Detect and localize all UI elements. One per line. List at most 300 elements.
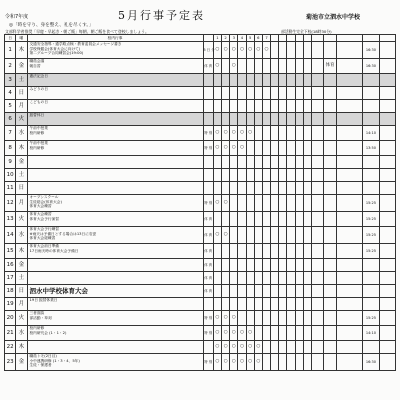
row-extra: [379, 113, 395, 126]
period-cell: [312, 141, 324, 156]
period-cell: [230, 113, 238, 126]
period-cell: [287, 113, 295, 126]
row-weekday: 水: [16, 326, 27, 341]
row-lesson-type: [203, 100, 213, 113]
event-line: ※雨天は予備日とする場合は13日に変更: [29, 231, 97, 236]
period-cell: [287, 169, 295, 182]
row-lesson-type: [203, 182, 213, 195]
event-line: 19日 振替休業日: [29, 298, 58, 302]
period-cell: [295, 354, 303, 371]
period-cell: [303, 311, 311, 326]
period-cell: [336, 100, 363, 113]
period-cell: [336, 182, 363, 195]
period-cell: [262, 285, 270, 298]
table-row: [5, 354, 396, 371]
period-cell: ○: [221, 341, 229, 354]
period-cell: ○: [221, 326, 229, 341]
period-cell: [271, 326, 279, 341]
period-cell: [246, 259, 254, 272]
header-period: 2: [221, 35, 229, 42]
period-cell: [246, 272, 254, 285]
table-row: [5, 326, 396, 341]
row-lesson-type: [203, 87, 213, 100]
event-line: 校内研修: [29, 326, 45, 330]
period-cell: [295, 285, 303, 298]
row-day: 20: [5, 311, 16, 326]
table-row: [5, 212, 396, 227]
row-dismissal-time: [363, 298, 379, 311]
header-day: 日: [5, 35, 16, 42]
header-period: 6: [254, 35, 262, 42]
period-cell: [262, 259, 270, 272]
period-cell: ○: [230, 42, 238, 59]
event-line: 校内研究会 (1・1・2): [29, 330, 67, 335]
period-cell: [271, 227, 279, 244]
period-cell: [262, 169, 270, 182]
period-cell: [312, 244, 324, 259]
period-cell: ○: [213, 195, 221, 212]
period-cell: [312, 182, 324, 195]
period-cell: [324, 74, 336, 87]
period-cell: [221, 113, 229, 126]
period-cell: [312, 212, 324, 227]
row-dismissal-time: [363, 156, 379, 169]
period-cell: [254, 311, 262, 326]
row-weekday: 金: [16, 59, 27, 74]
period-cell: [254, 169, 262, 182]
period-cell: [336, 74, 363, 87]
period-cell: [246, 298, 254, 311]
table-row: [5, 341, 396, 354]
row-day: 2: [5, 59, 16, 74]
period-cell: [238, 87, 246, 100]
period-cell: [303, 272, 311, 285]
period-cell: [238, 212, 246, 227]
period-cell: ○: [230, 141, 238, 156]
period-cell: [246, 182, 254, 195]
period-cell: [230, 87, 238, 100]
period-cell: [336, 87, 363, 100]
period-cell: [324, 212, 336, 227]
period-cell: [271, 141, 279, 156]
row-lesson-type: [203, 298, 213, 311]
period-cell: ○: [246, 341, 254, 354]
period-cell: [262, 113, 270, 126]
event-line: 午前中授業: [29, 141, 48, 145]
period-cell: [254, 113, 262, 126]
row-day: 12: [5, 195, 16, 212]
period-cell: [254, 244, 262, 259]
period-cell: [230, 100, 238, 113]
period-cell: [271, 311, 279, 326]
period-cell: [303, 354, 311, 371]
school-year-label: 令和7年度: [5, 14, 29, 20]
period-cell: [295, 182, 303, 195]
event-line: 職員会議: [29, 59, 45, 63]
table-row: [5, 126, 396, 141]
period-cell: [221, 169, 229, 182]
period-cell: [262, 141, 270, 156]
row-weekday: 土: [16, 169, 27, 182]
period-cell: [279, 227, 287, 244]
period-cell: [271, 354, 279, 371]
row-extra: [379, 272, 395, 285]
period-cell: [312, 126, 324, 141]
table-row: [5, 141, 396, 156]
period-cell: ○: [230, 126, 238, 141]
event-line: 生徒・保護者: [29, 363, 52, 368]
period-cell: [324, 259, 336, 272]
period-cell: [287, 354, 295, 371]
period-cell: [238, 244, 246, 259]
period-cell: [230, 259, 238, 272]
period-cell: [336, 311, 363, 326]
header-period: 4: [238, 35, 246, 42]
row-events: [27, 326, 203, 341]
header-period: 7: [262, 35, 270, 42]
period-cell: [303, 341, 311, 354]
period-cell: ○: [230, 341, 238, 354]
period-cell: [324, 156, 336, 169]
period-cell: [324, 195, 336, 212]
period-cell: ○: [221, 126, 229, 141]
period-cell: [230, 156, 238, 169]
row-weekday: 金: [16, 354, 27, 371]
period-cell: [324, 126, 336, 141]
period-cell: [262, 212, 270, 227]
period-cell: [254, 156, 262, 169]
period-cell: [271, 195, 279, 212]
period-cell: [279, 259, 287, 272]
period-cell: [213, 212, 221, 227]
period-cell: [303, 298, 311, 311]
row-day: 16: [5, 259, 16, 272]
event-line: 第二グループ合同練習会(19:00): [29, 51, 84, 56]
event-line: 校内研修: [29, 145, 45, 150]
period-cell: [271, 113, 279, 126]
period-cell: ○: [246, 126, 254, 141]
period-cell: [336, 227, 363, 244]
period-cell: [246, 195, 254, 212]
period-cell: [295, 272, 303, 285]
header-period: 3: [230, 35, 238, 42]
period-cell: [271, 87, 279, 100]
period-cell: [230, 227, 238, 244]
period-cell: [312, 169, 324, 182]
header-period: 1: [213, 35, 221, 42]
period-cell: [324, 326, 336, 341]
row-day: 3: [5, 74, 16, 87]
period-cell: [303, 326, 311, 341]
period-cell: [213, 169, 221, 182]
period-cell: [254, 126, 262, 141]
period-cell: [287, 141, 295, 156]
period-cell: [271, 126, 279, 141]
period-cell: [271, 259, 279, 272]
event-line: 三者面談: [29, 311, 45, 315]
row-events: [27, 141, 203, 156]
period-cell: [254, 195, 262, 212]
period-cell: [213, 244, 221, 259]
period-cell: [262, 298, 270, 311]
period-cell: [279, 244, 287, 259]
period-cell: ○: [238, 326, 246, 341]
table-row: [5, 244, 396, 259]
period-cell: [312, 42, 324, 59]
row-events: [27, 113, 203, 126]
period-cell: [287, 259, 295, 272]
schedule-table: [4, 34, 396, 371]
period-cell: [279, 156, 287, 169]
row-day: 14: [5, 227, 16, 244]
period-cell: [254, 59, 262, 74]
period-cell: [287, 244, 295, 259]
period-cell: ○: [213, 227, 221, 244]
period-cell: [312, 259, 324, 272]
event-line: 振替休日: [29, 113, 45, 117]
period-cell: [295, 227, 303, 244]
period-cell: [287, 195, 295, 212]
period-cell: [312, 227, 324, 244]
period-cell: [271, 272, 279, 285]
row-extra: [379, 141, 395, 156]
period-cell: [262, 195, 270, 212]
period-cell: [246, 74, 254, 87]
period-cell: [287, 42, 295, 59]
period-cell: [279, 126, 287, 141]
period-cell: [246, 311, 254, 326]
row-weekday: 火: [16, 212, 27, 227]
period-cell: [221, 244, 229, 259]
period-cell: [287, 272, 295, 285]
period-cell: [254, 259, 262, 272]
period-cell: [303, 59, 311, 74]
table-row: [5, 113, 396, 126]
period-cell: [312, 285, 324, 298]
row-dismissal-time: 13:50: [363, 141, 379, 156]
row-dismissal-time: [363, 285, 379, 298]
period-cell: [230, 195, 238, 212]
row-lesson-type: 5 日 分: [203, 42, 213, 59]
row-events: [27, 195, 203, 212]
table-row: [5, 259, 396, 272]
table-header-row: [5, 35, 396, 42]
row-events: [27, 74, 203, 87]
period-cell: [213, 113, 221, 126]
period-cell: [254, 212, 262, 227]
period-cell: [271, 74, 279, 87]
period-cell: [336, 169, 363, 182]
row-lesson-type: 体 育: [203, 59, 213, 74]
period-cell: [303, 169, 311, 182]
period-cell: [246, 87, 254, 100]
row-lesson-type: [203, 341, 213, 354]
row-events: [27, 42, 203, 59]
period-cell: ○: [221, 311, 229, 326]
period-cell: [238, 195, 246, 212]
period-cell: [303, 42, 311, 59]
period-cell: [262, 74, 270, 87]
row-dismissal-time: 15:25: [363, 227, 379, 244]
period-cell: [287, 87, 295, 100]
period-cell: [295, 244, 303, 259]
period-cell: [246, 212, 254, 227]
period-cell: [271, 182, 279, 195]
period-cell: [279, 141, 287, 156]
row-weekday: 土: [16, 272, 27, 285]
period-cell: ○: [238, 126, 246, 141]
row-extra: [379, 311, 395, 326]
period-cell: ○: [213, 341, 221, 354]
table-row: [5, 272, 396, 285]
period-cell: [221, 285, 229, 298]
row-lesson-type: 体 育: [203, 244, 213, 259]
row-dismissal-time: 14:10: [363, 326, 379, 341]
row-weekday: 水: [16, 227, 27, 244]
row-day: 19: [5, 298, 16, 311]
period-cell: [303, 126, 311, 141]
period-cell: [262, 341, 270, 354]
row-lesson-type: 特 別: [203, 126, 213, 141]
period-cell: [221, 87, 229, 100]
period-cell: [271, 156, 279, 169]
period-cell: [230, 298, 238, 311]
period-cell: [312, 100, 324, 113]
period-cell: [287, 74, 295, 87]
period-cell: [295, 74, 303, 87]
row-events: [27, 244, 203, 259]
period-cell: [279, 42, 287, 59]
period-cell: [287, 212, 295, 227]
period-cell: [336, 285, 363, 298]
period-cell: [246, 285, 254, 298]
row-weekday: 火: [16, 311, 27, 326]
period-cell: [303, 141, 311, 156]
row-events: [27, 212, 203, 227]
period-cell: [238, 311, 246, 326]
period-cell: [324, 285, 336, 298]
event-line: 午前中授業: [29, 126, 48, 130]
row-events: [27, 87, 203, 100]
period-cell: [271, 285, 279, 298]
period-cell: [303, 285, 311, 298]
row-dismissal-time: 15:25: [363, 244, 379, 259]
table-row: [5, 74, 396, 87]
row-weekday: 水: [16, 126, 27, 141]
event-line: こどもの日: [29, 100, 48, 104]
period-cell: [295, 156, 303, 169]
period-cell: [303, 100, 311, 113]
period-cell: [312, 311, 324, 326]
row-day: 13: [5, 212, 16, 227]
header-weekday: 曜: [16, 35, 27, 42]
period-cell: ○: [230, 326, 238, 341]
row-lesson-type: 特 別: [203, 195, 213, 212]
row-weekday: 金: [16, 259, 27, 272]
period-cell: [271, 42, 279, 59]
period-cell: [246, 156, 254, 169]
period-cell: ○: [213, 326, 221, 341]
row-events: [27, 298, 203, 311]
period-cell: [295, 126, 303, 141]
period-cell: [271, 298, 279, 311]
period-cell: [336, 42, 363, 59]
period-cell: [287, 326, 295, 341]
header-period: [336, 35, 363, 42]
period-cell: [312, 156, 324, 169]
event-line: 校内研修: [29, 130, 45, 135]
period-cell: ○: [213, 59, 221, 74]
period-cell: [303, 74, 311, 87]
period-cell: [246, 100, 254, 113]
period-cell: [254, 182, 262, 195]
row-weekday: 月: [16, 298, 27, 311]
period-cell: [246, 169, 254, 182]
row-events: [27, 354, 203, 371]
period-cell: [324, 87, 336, 100]
period-cell: [312, 195, 324, 212]
row-extra: [379, 285, 395, 298]
period-cell: [279, 285, 287, 298]
period-cell: [336, 212, 363, 227]
row-extra: [379, 74, 395, 87]
period-cell: [295, 259, 303, 272]
period-cell: [254, 74, 262, 87]
period-cell: [279, 195, 287, 212]
period-cell: [279, 354, 287, 371]
header-period: [363, 35, 379, 42]
period-cell: [279, 113, 287, 126]
period-cell: [254, 227, 262, 244]
table-row: [5, 311, 396, 326]
period-cell: [262, 100, 270, 113]
period-cell: [324, 42, 336, 59]
period-cell: [336, 298, 363, 311]
row-events: [27, 311, 203, 326]
period-cell: [230, 272, 238, 285]
period-cell: [254, 87, 262, 100]
table-row: [5, 59, 396, 74]
period-cell: ○: [213, 42, 221, 59]
period-cell: [295, 59, 303, 74]
period-cell: [303, 195, 311, 212]
period-cell: [336, 244, 363, 259]
period-cell: [238, 182, 246, 195]
period-cell: [295, 341, 303, 354]
row-extra: [379, 244, 395, 259]
page-title: 5月行事予定表: [118, 9, 205, 22]
row-events: [27, 272, 203, 285]
row-weekday: 日: [16, 285, 27, 298]
row-lesson-type: 特 別: [203, 354, 213, 371]
row-extra: [379, 195, 395, 212]
period-cell: [287, 285, 295, 298]
period-cell: [324, 341, 336, 354]
period-cell: [271, 212, 279, 227]
row-lesson-type: [203, 156, 213, 169]
period-cell: [254, 272, 262, 285]
period-cell: [262, 244, 270, 259]
period-cell: [324, 100, 336, 113]
period-cell: [262, 326, 270, 341]
period-cell: [295, 195, 303, 212]
period-cell: ○: [246, 326, 254, 341]
period-cell: ○: [254, 42, 262, 59]
schedule-rows: [5, 42, 396, 371]
row-lesson-type: [203, 74, 213, 87]
event-line: 体育大会総練習: [29, 236, 56, 241]
period-cell: [221, 74, 229, 87]
